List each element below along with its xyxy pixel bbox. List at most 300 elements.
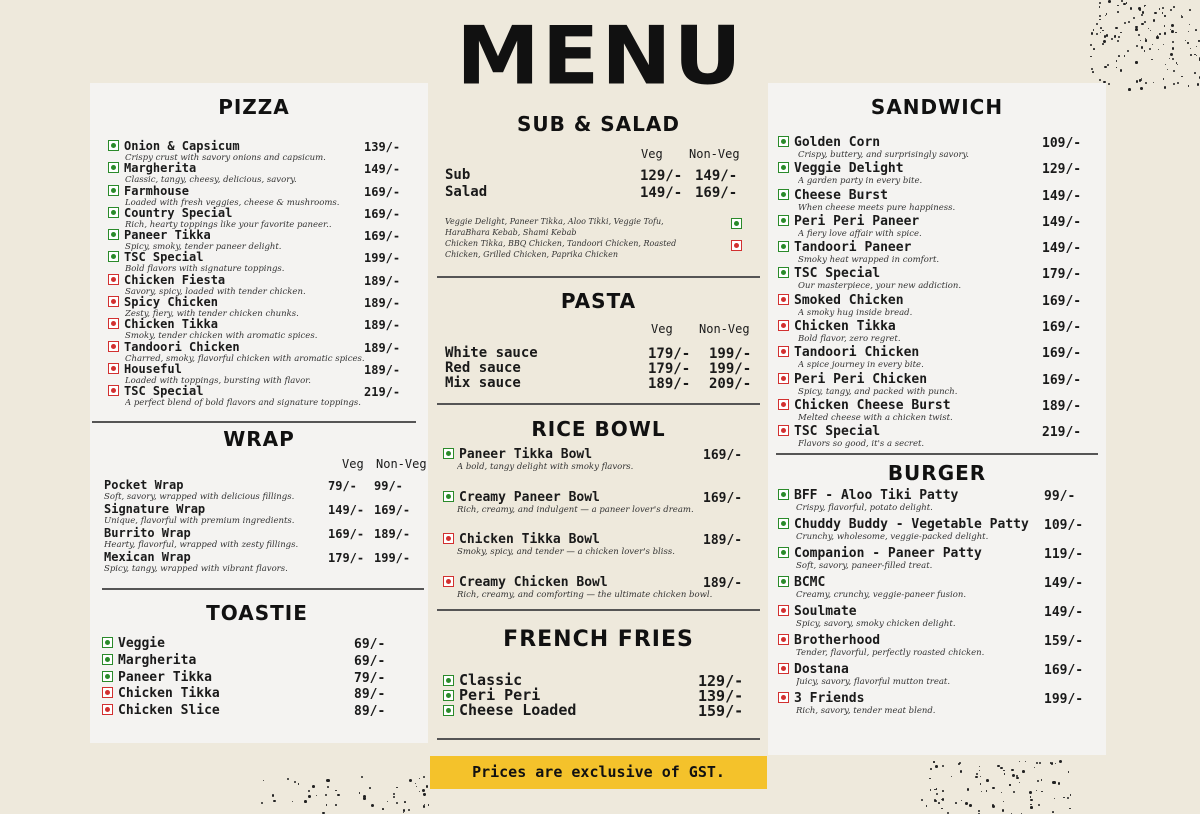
speckle-dot [1133, 17, 1135, 19]
speckle-dot [1162, 12, 1163, 13]
menu-item [443, 686, 753, 705]
speckle-dot [415, 783, 417, 785]
speckle-dot [967, 788, 970, 791]
speckle-dot [1167, 69, 1168, 70]
nonveg-icon [108, 363, 119, 374]
speckle-dot [1163, 44, 1164, 45]
speckle-dot [986, 790, 987, 791]
wrap-list [104, 479, 428, 575]
veg-icon [443, 690, 454, 701]
speckle-dot [1123, 3, 1125, 5]
speckle-dot [1104, 35, 1107, 38]
speckle-dot [1170, 29, 1171, 30]
right-panel [768, 83, 1106, 755]
speckle-dot [423, 805, 426, 808]
speckle-dot [1108, 83, 1110, 85]
speckle-dot [1140, 87, 1143, 90]
speckle-dot [363, 797, 366, 800]
item-name: Mexican Wrap [104, 550, 191, 564]
item-name [108, 207, 408, 220]
toastie-list [102, 637, 402, 721]
item-price: 149/- [1042, 214, 1082, 230]
item-name-text: Soulmate [794, 604, 857, 619]
item-price: 189/- [364, 340, 401, 355]
item-name [108, 251, 408, 264]
speckle-dot [1022, 770, 1025, 773]
speckle-dot [426, 785, 429, 788]
item-name [108, 140, 408, 153]
speckle-dot [978, 810, 980, 812]
item-name-text: Peri Peri [459, 686, 541, 704]
speckle-dot [1091, 32, 1093, 34]
menu-item [104, 479, 428, 503]
item-desc: Bold flavor, zero regret. [798, 334, 901, 345]
nonveg-icon [778, 399, 789, 410]
item-price-veg: 149/- [328, 503, 365, 517]
speckle-dot [335, 790, 337, 792]
speckle-dot [1106, 13, 1108, 15]
speckle-dot [1185, 40, 1186, 41]
speckle-dot [287, 778, 289, 780]
menu-item [108, 229, 408, 251]
menu-item [443, 448, 753, 491]
divider [437, 609, 760, 611]
speckle-dot [1021, 813, 1022, 814]
item-name-text: TSC Special [794, 266, 881, 282]
item-name-text: Chicken Tikka Bowl [459, 532, 600, 547]
divider [437, 738, 760, 740]
item-name [778, 663, 1088, 677]
speckle-dot [1037, 780, 1039, 782]
speckle-dot [1107, 64, 1109, 66]
veg-icon [731, 218, 742, 229]
speckle-dot [921, 799, 923, 801]
item-name-text: 3 Friends [794, 691, 865, 706]
item-desc: Melted cheese with a chicken twist. [798, 412, 953, 423]
pizza-list [108, 140, 408, 408]
veg-icon [778, 241, 789, 252]
speckle-dot [1151, 59, 1153, 61]
item-desc: Zesty, fiery, with tender chicken chunks. [125, 309, 299, 320]
burger-list [778, 489, 1088, 721]
speckle-dot [403, 809, 405, 811]
veg-icon [108, 185, 119, 196]
speckle-dot [1096, 33, 1098, 35]
menu-item [445, 346, 760, 361]
speckle-dot [312, 785, 315, 788]
speckle-dot [403, 812, 404, 813]
speckle-dot [1152, 44, 1153, 45]
item-price: 139/- [364, 140, 401, 154]
speckle-dot [960, 770, 962, 772]
nonveg-icon [108, 274, 119, 285]
veg-icon [102, 671, 113, 682]
sandwich-title: SANDWICH [870, 95, 1004, 119]
speckle-dot [969, 804, 972, 807]
speckle-dot [934, 789, 936, 791]
item-price: 109/- [1042, 136, 1082, 151]
item-price-nonveg: 209/- [709, 376, 752, 392]
item-name [108, 185, 408, 198]
speckle-dot [941, 799, 942, 800]
speckle-dot [1030, 799, 1033, 802]
speckle-dot [1159, 33, 1161, 35]
menu-item [778, 294, 1088, 320]
speckle-dot [1118, 36, 1120, 38]
speckle-dot [1181, 15, 1182, 16]
speckle-dot [1164, 32, 1166, 34]
nonveg-icon [108, 341, 119, 352]
item-name-text: Peri Peri Chicken [794, 371, 928, 387]
item-name-text: Chicken Tikka [794, 319, 896, 335]
speckle-dot [1196, 55, 1198, 57]
menu-item [108, 140, 408, 162]
item-price: 89/- [354, 687, 386, 703]
speckle-dot [1177, 64, 1179, 66]
nonveg-icon [778, 373, 789, 384]
item-name-text: Spicy Chicken [124, 295, 218, 310]
item-desc: Rich, creamy, and comforting — the ultimate chicken bowl. [457, 589, 713, 600]
item-name-text: Veggie [118, 636, 165, 651]
veg-icon [102, 637, 113, 648]
item-price: 189/- [703, 575, 743, 591]
speckle-dot [1141, 46, 1144, 49]
speckle-dot [361, 776, 364, 779]
speckle-dot [933, 761, 934, 762]
item-name [778, 692, 1088, 706]
menu-item [108, 341, 408, 363]
veg-icon [778, 518, 789, 529]
item-price: 89/- [354, 704, 386, 720]
speckle-dot [1039, 762, 1041, 764]
speckle-dot [936, 788, 937, 789]
item-name-text: Margherita [124, 161, 197, 176]
speckle-dot [1130, 7, 1133, 10]
sandwich-list [778, 136, 1088, 452]
item-desc: Smoky, spicy, and tender — a chicken lover's bliss. [457, 547, 675, 557]
item-price-nonveg: 169/- [374, 503, 411, 517]
sub-col-veg: Veg [641, 147, 663, 161]
speckle-dot [1011, 769, 1013, 771]
item-price-veg: 169/- [328, 527, 365, 541]
nonveg-options-row [445, 238, 755, 260]
item-price: 79/- [354, 670, 386, 686]
item-desc: A garden party in every bite. [798, 176, 923, 187]
menu-item [778, 215, 1088, 241]
speckle-dot [1197, 83, 1200, 86]
item-name-text: Chicken Slice [118, 703, 220, 719]
speckle-dot [1126, 2, 1127, 3]
item-name-text: BFF - Aloo Tiki Patty [794, 488, 959, 503]
speckle-dot [1164, 86, 1167, 89]
speckle-dot [1013, 791, 1015, 793]
item-price: 219/- [364, 385, 401, 400]
item-name-text: Chuddy Buddy - Vegetable Patty [794, 517, 1029, 532]
veg-options-row [445, 216, 755, 238]
item-name: Red sauce [445, 360, 521, 376]
wrap-col-nonveg: Non-Veg [376, 457, 427, 471]
sub-col-nonveg: Non-Veg [689, 147, 740, 161]
menu-item [108, 274, 408, 296]
speckle-top-right [1090, 0, 1200, 90]
nonveg-icon [108, 318, 119, 329]
item-desc: Soft, savory, paneer-filled treat. [796, 561, 933, 571]
nonveg-icon [443, 533, 454, 544]
item-price: 169/- [703, 490, 743, 506]
speckle-dot [1099, 2, 1101, 4]
speckle-dot [942, 790, 944, 792]
speckle-dot [393, 793, 395, 795]
rice-bowl-list [443, 448, 753, 618]
item-desc: Spicy, tangy, and packed with punch. [798, 386, 958, 397]
item-desc: Hearty, flavorful, wrapped with zesty fillings. [104, 540, 299, 550]
veg-icon [443, 491, 454, 502]
speckle-dot [1051, 762, 1053, 764]
speckle-dot [1128, 21, 1130, 23]
veg-icon [102, 654, 113, 665]
speckle-dot [1136, 80, 1138, 82]
speckle-dot [1190, 48, 1192, 50]
toastie-title: TOASTIE [206, 601, 308, 625]
menu-item [108, 318, 408, 340]
speckle-dot [992, 787, 995, 790]
speckle-dot [1164, 15, 1165, 16]
nonveg-icon [778, 320, 789, 331]
veg-icon [108, 251, 119, 262]
speckle-dot [1019, 761, 1020, 762]
menu-item [108, 363, 408, 385]
speckle-dot [1106, 34, 1109, 37]
speckle-dot [1030, 804, 1031, 805]
item-name [778, 605, 1088, 619]
speckle-dot [1100, 32, 1101, 33]
speckle-dot [273, 800, 276, 803]
item-name-text: TSC Special [794, 424, 881, 440]
speckle-dot [1053, 781, 1056, 784]
pizza-title: PIZZA [218, 95, 290, 119]
nonveg-icon [731, 240, 742, 251]
item-desc: A bold, tangy delight with smoky flavors. [457, 462, 634, 472]
item-price-veg: 129/- [640, 168, 683, 184]
speckle-dot [1108, 0, 1111, 3]
speckle-dot [935, 800, 937, 802]
speckle-dot [1004, 773, 1005, 774]
speckle-dot [1173, 70, 1175, 72]
item-price: 189/- [1042, 398, 1082, 414]
item-desc: Loaded with toppings, bursting with flavor. [125, 375, 312, 386]
burger-title: BURGER [887, 461, 987, 485]
speckle-dot [938, 802, 940, 804]
speckle-bottom-right [920, 760, 1070, 814]
speckle-dot [1068, 771, 1069, 772]
item-desc: Flavors so good, it's a secret. [798, 439, 925, 450]
wrap-title: WRAP [223, 427, 295, 451]
speckle-dot [1104, 66, 1107, 69]
item-price-veg: 179/- [648, 361, 691, 377]
speckle-dot [1096, 23, 1098, 25]
item-name [108, 296, 408, 309]
item-desc: Bold flavors with signature toppings. [125, 264, 285, 275]
speckle-dot [419, 791, 420, 792]
item-price: 109/- [1044, 518, 1084, 533]
speckle-dot [1135, 26, 1138, 29]
speckle-dot [1052, 781, 1055, 784]
speckle-dot [1157, 35, 1158, 36]
menu-item [445, 168, 755, 185]
item-price: 169/- [1044, 663, 1084, 678]
item-name-text: Dostana [794, 662, 849, 677]
speckle-dot [393, 796, 395, 798]
veg-icon [108, 162, 119, 173]
menu-item [104, 527, 428, 551]
item-name: Mix sauce [445, 375, 521, 391]
speckle-dot [423, 793, 425, 795]
menu-item [778, 373, 1088, 399]
item-desc: A smoky hug inside bread. [798, 307, 913, 318]
item-name [108, 162, 408, 175]
item-price-nonveg: 199/- [709, 361, 752, 377]
speckle-dot [1001, 792, 1002, 793]
speckle-dot [1172, 41, 1174, 43]
speckle-dot [1170, 9, 1172, 11]
item-name: Salad [445, 184, 488, 200]
pasta-col-nonveg: Non-Veg [699, 322, 750, 336]
speckle-dot [1163, 78, 1164, 79]
veg-icon [778, 215, 789, 226]
item-name-text: Paneer Tikka Bowl [459, 447, 593, 462]
item-price: 129/- [1042, 162, 1082, 178]
speckle-dot [1100, 27, 1102, 29]
item-price: 169/- [1042, 293, 1082, 309]
item-price: 179/- [1042, 267, 1082, 283]
speckle-dot [1159, 8, 1161, 10]
item-name [108, 341, 408, 354]
speckle-dot [1173, 6, 1175, 8]
divider [437, 276, 760, 278]
menu-item [108, 385, 408, 407]
speckle-dot [1176, 62, 1177, 63]
speckle-dot [1030, 796, 1031, 797]
speckle-dot [1029, 791, 1032, 794]
speckle-dot [1003, 801, 1004, 802]
speckle-dot [997, 765, 999, 767]
nonveg-icon [108, 385, 119, 396]
item-price: 69/- [354, 653, 386, 669]
item-desc: Rich, hearty toppings like your favorite paneer.. [125, 219, 332, 230]
speckle-dot [1194, 54, 1195, 55]
speckle-dot [263, 780, 264, 781]
speckle-dot [1115, 35, 1116, 36]
item-price: 159/- [1044, 634, 1084, 649]
speckle-dot [1117, 5, 1119, 7]
item-price: 199/- [364, 251, 401, 266]
nonveg-icon [778, 663, 789, 674]
item-name [108, 363, 408, 376]
speckle-dot [1054, 798, 1055, 799]
speckle-dot [261, 802, 263, 804]
speckle-dot [1120, 32, 1122, 34]
speckle-dot [935, 765, 938, 768]
menu-item [108, 296, 408, 318]
speckle-dot [936, 793, 938, 795]
item-price: 99/- [1044, 489, 1076, 504]
menu-item [778, 136, 1088, 162]
speckle-dot [1091, 68, 1093, 70]
speckle-dot [1135, 61, 1137, 63]
veg-icon [778, 489, 789, 500]
item-price: 149/- [1042, 188, 1082, 204]
speckle-dot [327, 786, 330, 789]
menu-item [102, 687, 402, 704]
speckle-dot [1070, 794, 1072, 796]
nonveg-icon [102, 687, 113, 698]
speckle-dot [1115, 27, 1118, 30]
speckle-dot [1153, 19, 1155, 21]
speckle-dot [1187, 42, 1188, 43]
speckle-dot [986, 779, 989, 782]
speckle-dot [1140, 40, 1142, 42]
veg-icon [108, 229, 119, 240]
menu-item [445, 185, 755, 202]
speckle-dot [1173, 83, 1175, 85]
veg-icon [443, 675, 454, 686]
speckle-dot [1169, 58, 1171, 60]
menu-item [778, 605, 1088, 634]
speckle-dot [1099, 19, 1100, 20]
speckle-dot [1030, 806, 1033, 809]
speckle-dot [1093, 29, 1095, 31]
item-name [778, 489, 1088, 503]
speckle-dot [942, 798, 945, 801]
menu-item [778, 692, 1088, 721]
veg-icon [778, 189, 789, 200]
speckle-dot [1142, 11, 1145, 14]
item-name-text: Farmhouse [124, 183, 190, 198]
french-fries-title: FRENCH FRIES [503, 627, 694, 652]
item-desc: Our masterpiece, your new addiction. [798, 281, 962, 292]
speckle-dot [1111, 38, 1113, 40]
speckle-dot [1090, 44, 1092, 46]
speckle-dot [1117, 40, 1119, 42]
speckle-dot [1141, 14, 1143, 16]
speckle-dot [1052, 811, 1054, 813]
item-desc: Classic, tangy, cheesy, delicious, savory. [125, 175, 297, 186]
speckle-dot [1067, 797, 1069, 799]
item-price: 169/- [1042, 320, 1082, 336]
item-desc: Rich, savory, tender meat blend. [796, 706, 936, 716]
speckle-dot [1099, 15, 1101, 17]
speckle-dot [1136, 45, 1138, 47]
item-name-text: Tandoori Paneer [794, 240, 912, 256]
speckle-dot [1172, 47, 1174, 49]
item-name-text: Margherita [118, 652, 197, 668]
item-name-text: Smoked Chicken [794, 292, 904, 308]
menu-item [102, 704, 402, 721]
item-name-text: Paneer Tikka [124, 228, 211, 243]
speckle-dot [326, 804, 328, 806]
speckle-dot [958, 763, 960, 765]
speckle-dot [1149, 48, 1152, 51]
item-desc: Crispy, flavorful, potato delight. [796, 503, 933, 513]
speckle-dot [1138, 34, 1140, 36]
item-desc: Savory, spicy, loaded with tender chicken. [125, 286, 306, 297]
speckle-dot [294, 781, 296, 783]
speckle-dot [1114, 35, 1116, 37]
divider [102, 588, 424, 590]
speckle-dot [1063, 797, 1065, 799]
speckle-dot [1116, 67, 1118, 69]
speckle-dot [1120, 69, 1123, 72]
